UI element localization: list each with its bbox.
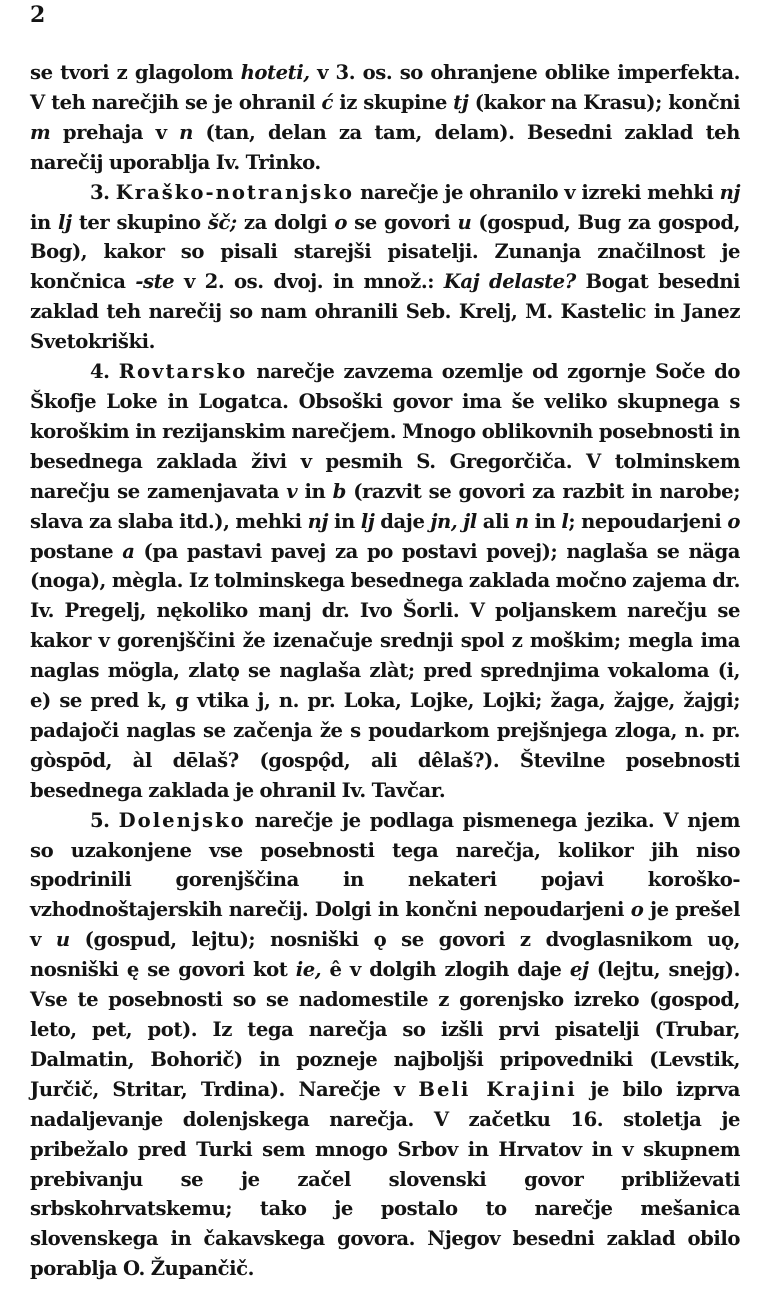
text-run: narečje zavzema ozemlje od zgornje Soče do Škofje Loke in Logatca. Obsoški govor ima še veliko skupnega s koroškim in rezijanskim narečjem. Mnogo oblikovnih posebnosti in besednega zaklada živi v pesmih S. Gregorčiča. V tolminskem narečju se zamenjavata: [30, 360, 740, 503]
text-run: 3.: [90, 180, 116, 204]
text-run: (razvit se govori za razbit in narobe; slava za slaba itd.), mehki: [30, 479, 740, 533]
italic-term: ej: [569, 958, 589, 982]
text-run: (tan, delan za tam, delam). Besedni zaklad teh narečij uporablja Iv. Trinko.: [30, 120, 740, 174]
italic-term: -ste: [135, 270, 175, 294]
text-body: [30, 58, 740, 1284]
text-run: 4.: [90, 360, 119, 384]
text-run: ; nepoudarjeni: [568, 509, 728, 533]
spaced-term: Dolenjsko: [118, 808, 246, 832]
text-run: ali: [476, 509, 515, 533]
italic-term: lj: [57, 210, 72, 234]
text-run: (gospud, Bug za gospod, Bog), kakor so pisali starejši pisatelji. Zunanja značilnost je končnica: [30, 210, 740, 294]
text-run: se govori: [346, 210, 458, 234]
text-run: (lejtu, snejg). Vse te posebnosti so se nadomestile z gorenjsko izreko (gospod, leto, pet, pot). Iz tega narečja so izšli prvi pisatelji (Trubar, Dalmatin, Bohorič) in pozneje najboljši pripovedniki (Levstik, Jurčič, Stritar, Trdina). Narečje v: [30, 958, 740, 1101]
text-run: ter skupino: [71, 210, 208, 234]
text-run: Bogat besedni zaklad teh narečij so nam ohranili Seb. Krelj, M. Kastelic in Janez Svetokriški.: [30, 270, 740, 354]
text-run: postane: [30, 539, 123, 563]
italic-term: tj: [453, 90, 469, 114]
paragraph-5: [30, 806, 740, 1285]
italic-term: n: [179, 120, 193, 144]
italic-term: ie,: [295, 958, 322, 982]
spaced-term: Rovtarsko: [118, 360, 248, 384]
italic-term: lj: [360, 509, 375, 533]
paragraph-3: [30, 178, 740, 357]
text-run: 5.: [90, 808, 119, 832]
italic-term: b: [332, 479, 346, 503]
italic-term: o: [334, 210, 347, 234]
italic-term: šč;: [207, 210, 237, 234]
italic-term: v: [286, 479, 298, 503]
spaced-term: Beli Krajini: [418, 1077, 577, 1101]
italic-term: n: [514, 509, 529, 533]
text-run: (pa pastavi pavej za po postavi povej); naglaša se näga (noga), mègla. Iz tolminskega besednega zaklada močno zajema dr. Iv. Pregelj, nękoliko manj dr. Ivo Šorli. V poljanskem narečju se kakor v gorenjščini že izenačuje srednji spol z moškim; megla ima naglas mögla, zlatǫ se naglaša zlàt; pred sprednjima vokaloma (i, e) se pred k, g vtika j, n. pr. Loka, Lojke, Lojki; žaga, žajge, žajgi; padajoči naglas se začenja že s poudarkom prejšnjega zloga, n. pr. gòspōd, àl dēlaš? (gospǫ̂d, ali dêlaš?). Številne posebnosti besednega zaklada je ohranil Iv. Tavčar.: [30, 539, 740, 802]
text-run: v 2. os. dvoj. in množ.:: [174, 270, 444, 294]
text-run: prehaja v: [50, 120, 180, 144]
italic-term: u: [55, 928, 70, 952]
text-run: se tvori z glagolom: [30, 61, 241, 84]
italic-term: l: [561, 509, 569, 533]
italic-term: jn, jl: [430, 509, 477, 533]
page-number: 2: [30, 2, 46, 28]
text-run: (kakor na Krasu); končni: [468, 90, 741, 114]
text-run: v 3. os. so ohranjene oblike imperfekta. V teh narečjih se je ohranil: [30, 61, 740, 114]
italic-term: ć: [321, 90, 333, 114]
text-run: iz skupine: [332, 90, 454, 114]
text-run: in: [328, 509, 361, 533]
spaced-term: Kraško-notranjsko: [115, 180, 354, 204]
text-run: daje: [374, 509, 431, 533]
text-run: (gospud, lejtu); nosniški ǫ se govori z dvoglasnikom uǫ, nosniški ę se govori kot: [30, 928, 740, 982]
italic-term: a: [122, 539, 135, 563]
italic-term: nj: [307, 509, 329, 533]
text-run: je bilo izprva nadaljevanje dolenjskega narečja. V začetku 16. stoletja je pribežalo pred Turki sem mnogo Srbov in Hrvatov in v skupnem prebivanju se je začel slovenski govor približevati srbskohrvatskemu; tako je postalo to narečje mešanica slovenskega in čakavskega govora. Njegov besedni zaklad obilo porablja O. Župančič.: [30, 1077, 740, 1281]
text-run: narečje je ohranilo v izreki mehki: [353, 180, 720, 204]
italic-term: u: [457, 210, 472, 234]
text-run: in: [297, 479, 333, 503]
italic-term: hoteti,: [240, 61, 310, 84]
text-run: ê v dolgih zlogih daje: [321, 958, 570, 982]
italic-term: m: [30, 120, 51, 144]
italic-term: o: [630, 898, 644, 922]
italic-term: Kaj delaste?: [443, 270, 576, 294]
text-run: in: [30, 210, 58, 234]
text-run: za dolgi: [236, 210, 335, 234]
paragraph-continued: [30, 58, 740, 178]
text-run: in: [528, 509, 562, 533]
italic-term: nj: [719, 180, 740, 204]
paragraph-4: [30, 357, 740, 806]
italic-term: o: [727, 509, 740, 533]
text-run: narečje je podlaga pismenega jezika. V njem so uzakonjene vse posebnosti tega narečja, kolikor jih niso spodrinili gorenjščina in nekateri pojavi koroško-vzhodnoštajerskih narečij. Dolgi in končni nepoudarjeni: [30, 808, 740, 922]
text-run: je prešel v: [30, 898, 740, 952]
